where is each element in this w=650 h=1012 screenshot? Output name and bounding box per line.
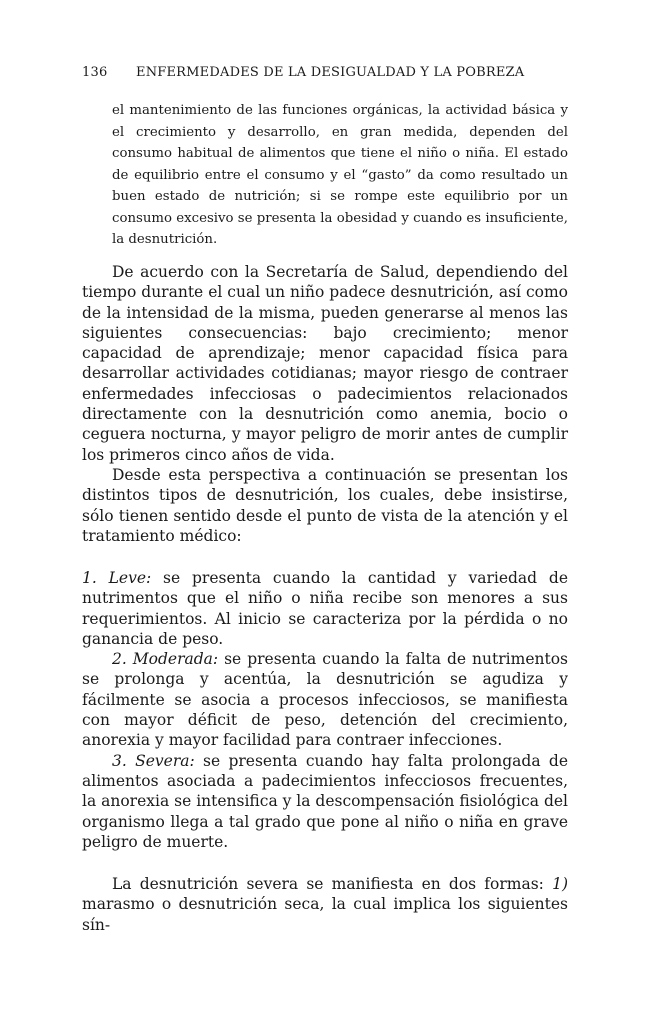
list-item-moderada bbox=[82, 649, 568, 750]
list-item-text: se presenta cuando la cantidad y variedad de nutrimentos que el niño o niña recibe son menores a sus requerimientos. Al inicio se caracteriza por la pérdida o no ganancia de peso. bbox=[82, 569, 568, 648]
body-section-severe-forms bbox=[82, 874, 568, 935]
enumeration-marker: 1) bbox=[552, 875, 568, 893]
list-item-text: se presenta cuando la falta de nutrimentos se prolonga y acentúa, la desnutrición se agudiza y fácilmente se asocia a procesos infecciosos, se manifiesta con mayor déficit de peso, detención del crecimiento, anorexia y mayor facilidad para contraer infecciones. bbox=[82, 650, 568, 750]
running-title: ENFERMEDADES DE LA DESIGUALDAD Y LA POBREZA bbox=[136, 65, 525, 80]
paragraph-text-end: marasmo o desnutrición seca, la cual implica los siguientes sín- bbox=[82, 895, 568, 934]
list-item-severa bbox=[82, 751, 568, 852]
malnutrition-types-list bbox=[82, 568, 568, 852]
paragraph-consequences: De acuerdo con la Secretaría de Salud, dependiendo del tiempo durante el cual un niño padece desnutrición, así como de la intensidad de la misma, pueden generarse al menos las siguientes consecuencias: bajo crecimiento; menor capacidad de aprendizaje; menor capacidad física para desarrollar actividades cotidianas; mayor riesgo de contraer enfermedades infecciosas o padecimientos relacionados directamente con la desnutrición como anemia, bocio o ceguera nocturna, y mayor peligro de morir antes de cumplir los primeros cinco años de vida. bbox=[82, 263, 568, 464]
block-quote bbox=[112, 100, 568, 251]
list-item-label: 3. Severa: bbox=[112, 751, 195, 770]
quote-text: el mantenimiento de las funciones orgánicas, la actividad básica y el crecimiento y desarrollo, en gran medida, dependen del consumo habitual de alimentos que tiene el niño o niña. El estado de equilibrio entre el consumo y el “gasto” da como resultado un buen estado de nutrición; si se rompe este equilibrio por un consumo excesivo se presenta la obesidad y cuando es insuficiente, la desnutrición. bbox=[112, 103, 568, 247]
list-item-label: 1. Leve: bbox=[82, 569, 152, 587]
paragraph-perspective: Desde esta perspectiva a continuación se presentan los distintos tipos de desnutrición, los cuales, debe insistirse, sólo tienen sentido desde el punto de vista de la atención y el tratamiento médico: bbox=[82, 465, 568, 545]
list-item-text: se presenta cuando hay falta prolongada de alimentos asociada a padecimientos infecciosos frecuentes, la anorexia se intensifica y la descompensación fisiológica del organismo llega a tal grado que pone al niño o niña en grave peligro de muerte. bbox=[82, 751, 568, 851]
page-number: 136 bbox=[82, 65, 108, 80]
running-header bbox=[82, 64, 568, 82]
paragraph-text-start: La desnutrición severa se manifiesta en dos formas: bbox=[112, 875, 553, 893]
list-item-label: 2. Moderada: bbox=[112, 650, 219, 669]
body-section-consequences bbox=[82, 262, 568, 546]
paragraph-severe-forms bbox=[82, 874, 568, 935]
list-item-leve bbox=[82, 568, 568, 649]
